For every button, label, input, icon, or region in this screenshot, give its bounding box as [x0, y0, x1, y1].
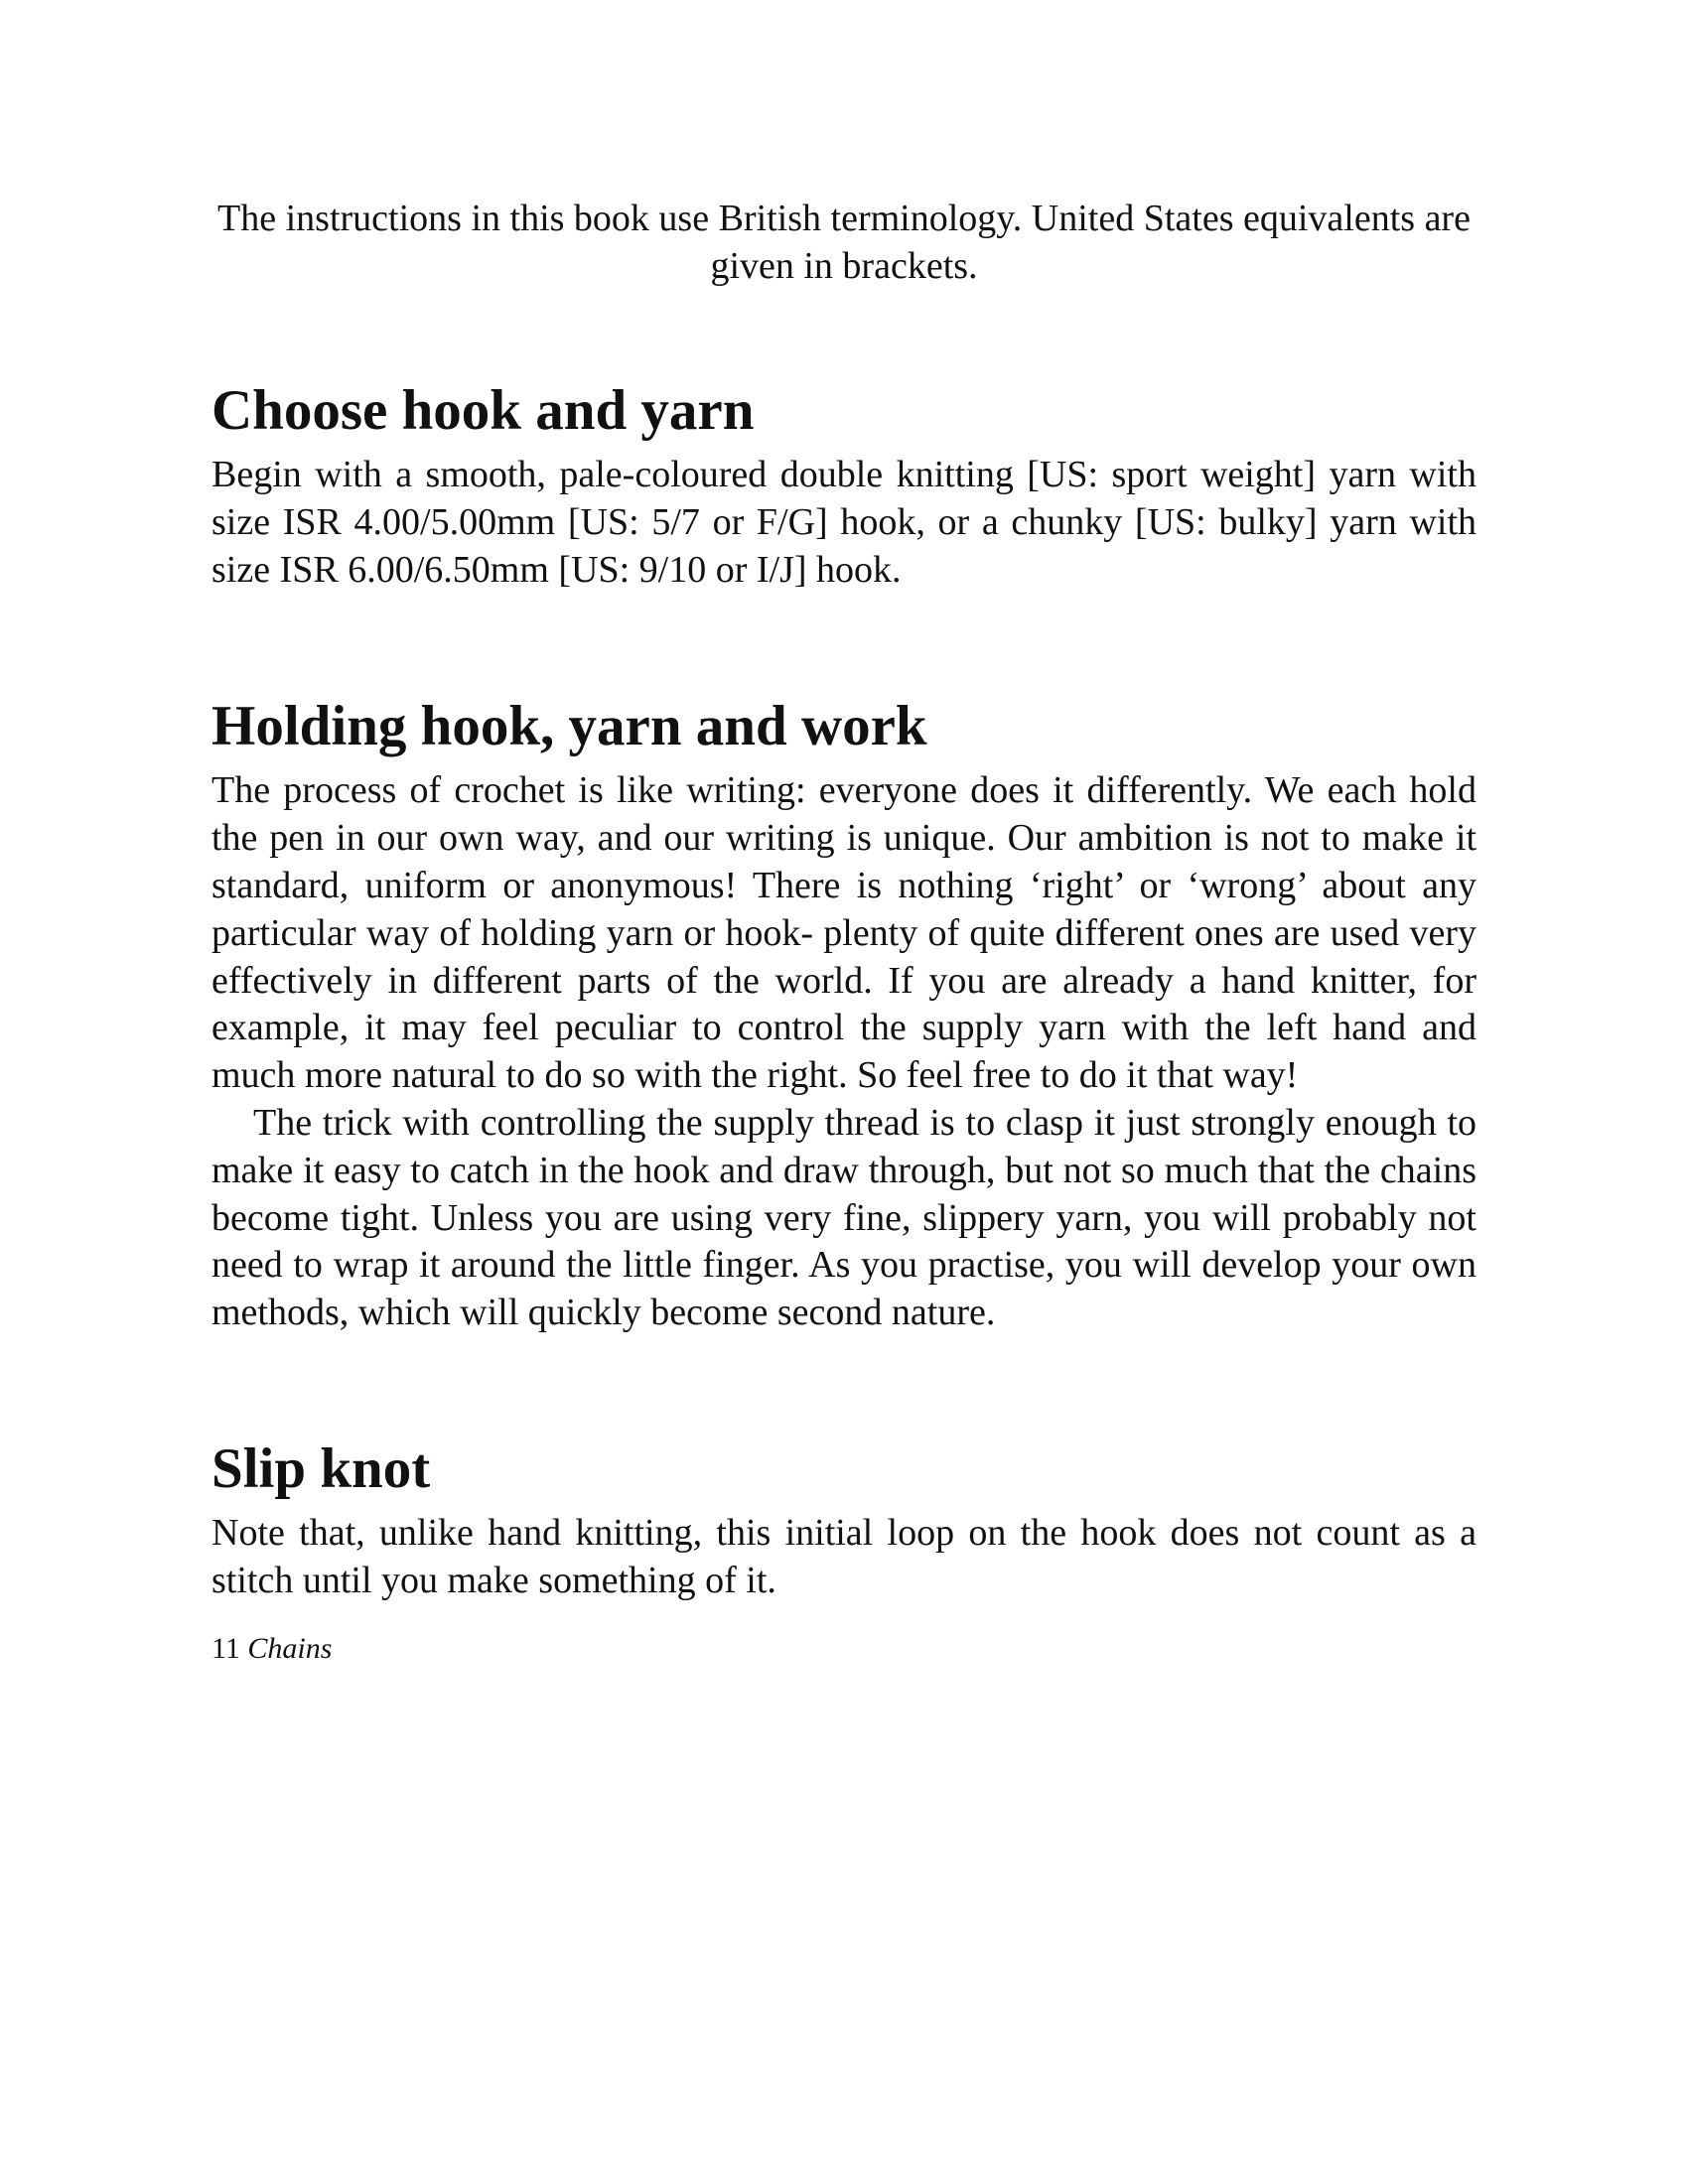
- section-heading-holding-hook-yarn-and-work: Holding hook, yarn and work: [211, 695, 927, 758]
- section-paragraph: Begin with a smooth, pale-coloured double knitting [US: sport weight] yarn with size ISR 4.00/5.00mm [US: 5/7 or F/G] hook, or a chunky [US: bulky] yarn with size ISR 6.00/6.50mm [US: 9/10 or I/J] hook.: [211, 454, 1477, 591]
- chapter-title: Chains: [247, 1631, 333, 1665]
- section-heading-slip-knot: Slip knot: [211, 1436, 431, 1500]
- intro-note: The instructions in this book use British terminology. United States equivalents are given in brackets.: [217, 198, 1471, 287]
- book-page: [211, 195, 1477, 1667]
- section-paragraph: The process of crochet is like writing: everyone does it differently. We each hold the pen in our own way, and our writing is unique. Our ambition is not to make it standard, uniform or anonymous! There is nothing ‘right’ or ‘wrong’ about any particular way of holding yarn or hook- plenty of quite different ones are used very effectively in different parts of the world. If you are already a hand knitter, for example, it may feel peculiar to control the supply yarn with the left hand and much more natural to do so with the right. So feel free to do it that way!: [211, 769, 1477, 1097]
- section-paragraph: Note that, unlike hand knitting, this initial loop on the hook does not count as a stitch until you make something of it.: [211, 1511, 1477, 1601]
- section-heading-choose-hook-and-yarn: Choose hook and yarn: [211, 379, 755, 442]
- page-number: 11: [211, 1631, 240, 1665]
- section-paragraph: The trick with controlling the supply thread is to clasp it just strongly enough to make it easy to catch in the hook and draw through, but not so much that the chains become tight. Unless you are using very fine, slippery yarn, you will probably not need to wrap it around the little finger. As you practise, you will develop your own methods, which will quickly become second nature.: [211, 1101, 1477, 1334]
- page-footer: [211, 1631, 1477, 1667]
